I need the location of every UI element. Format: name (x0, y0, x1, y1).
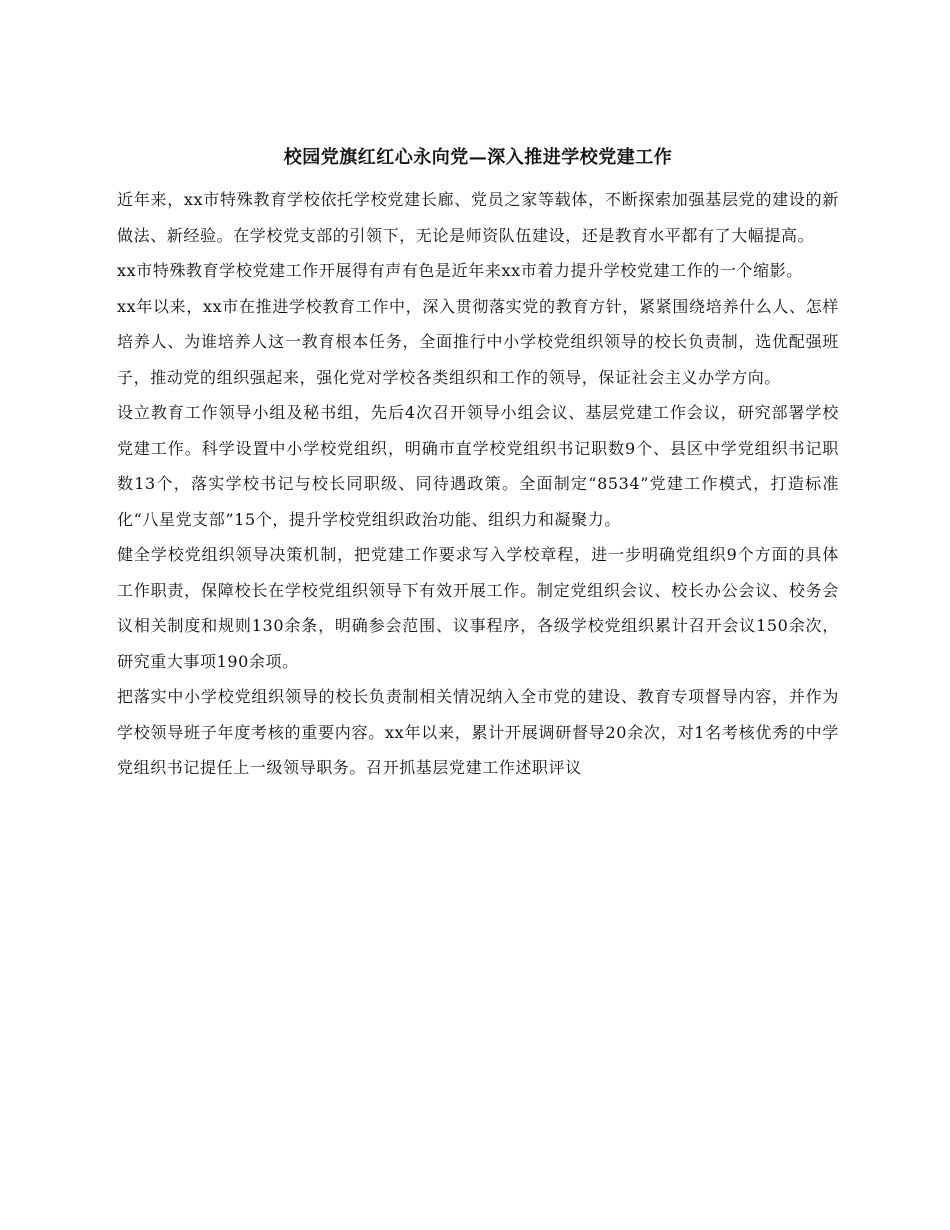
paragraph-2: xx市特殊教育学校党建工作开展得有声有色是近年来xx市着力提升学校党建工作的一个缩影。 (117, 261, 803, 280)
document-title: 校园党旗红红心永向党—深入推进学校党建工作 (283, 147, 673, 168)
document-page (117, 140, 839, 786)
paragraph-5: 健全学校党组织领导决策机制，把党建工作要求写入学校章程，进一步明确党组织9个方面的具体工作职责，保障校长在学校党组织领导下有效开展工作。制定党组织会议、校长办公会议、校务会议相关制度和规则130余条，明确参会范围、议事程序，各级学校党组织累计召开会议150余次，研究重大事项190余项。 (117, 545, 839, 671)
paragraph-4: 设立教育工作领导小组及秘书组，先后4次召开领导小组会议、基层党建工作会议，研究部署学校党建工作。科学设置中小学校党组织，明确市直学校党组织书记职数9个、县区中学党组织书记职数13个，落实学校书记与校长同职级、同待遇政策。全面制定“8534”党建工作模式，打造标准化“八星党支部”15个，提升学校党组织政治功能、组织力和凝聚力。 (117, 403, 839, 529)
paragraph-1: 近年来，xx市特殊教育学校依托学校党建长廊、党员之家等载体，不断探索加强基层党的建设的新做法、新经验。在学校党支部的引领下，无论是师资队伍建设，还是教育水平都有了大幅提高。 (117, 190, 839, 245)
paragraph-3: xx年以来，xx市在推进学校教育工作中，深入贯彻落实党的教育方针，紧紧围绕培养什么人、怎样培养人、为谁培养人这一教育根本任务，全面推行中小学校党组织领导的校长负责制，选优配强班子，推动党的组织强起来，强化党对学校各类组织和工作的领导，保证社会主义办学方向。 (117, 296, 839, 387)
paragraph-6: 把落实中小学校党组织领导的校长负责制相关情况纳入全市党的建设、教育专项督导内容，并作为学校领导班子年度考核的重要内容。xx年以来，累计开展调研督导20余次，对1名考核优秀的中学党组织书记提任上一级领导职务。召开抓基层党建工作述职评议 (117, 687, 839, 777)
